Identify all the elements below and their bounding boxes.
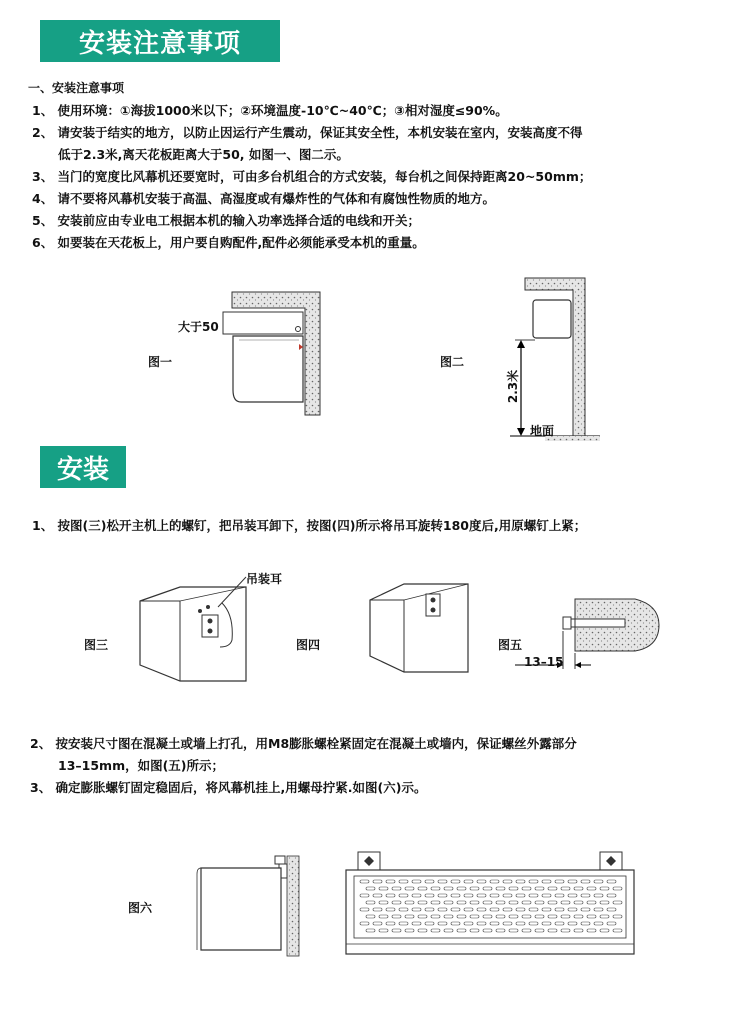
figure-2-height-label: 2.3米	[506, 369, 521, 404]
figure-3-diagram	[136, 585, 251, 690]
figure-2-diagram	[505, 276, 605, 441]
install-step-1: 1、 按图(三)松开主机上的螺钉，把吊装耳卸下，按图(四)所示将吊耳旋转180度后,用原螺钉上紧；	[32, 518, 587, 533]
install-step-2-cont: 13–15mm，如图(五)所示；	[58, 758, 225, 773]
figure-1-diagram	[215, 290, 335, 420]
precaution-item-6: 6、 如要装在天花板上，用户要自购配件,配件必须能承受本机的重量。	[32, 235, 425, 250]
figure-5-dimension: 13–15	[524, 655, 564, 669]
figure-1-label: 图一	[148, 355, 173, 369]
figure-4-label: 图四	[296, 638, 321, 652]
install-step-3: 3、 确定膨胀螺钉固定稳固后，将风幕机挂上,用螺母拧紧.如图(六)示。	[30, 780, 427, 795]
section-banner-precautions: 安装注意事项	[40, 20, 280, 62]
figure-6-label: 图六	[128, 901, 153, 915]
figure-2-ground-label: 地面	[530, 424, 555, 438]
install-step-2: 2、 按安装尺寸图在混凝土或墙上打孔，用M8膨胀螺栓紧固定在混凝土或墙内，保证螺丝外露部分	[30, 736, 577, 751]
figure-1-note: 大于50	[178, 320, 219, 334]
precaution-item-2: 2、 请安装于结实的地方，以防止因运行产生震动，保证其安全性，本机安装在室内，安装高度不得	[32, 125, 583, 140]
figure-6-front-diagram	[340, 848, 640, 958]
figure-3-callout: 吊装耳	[246, 572, 283, 586]
figure-4-diagram	[364, 580, 474, 685]
precaution-item-4: 4、 请不要将风幕机安装于高温、高湿度或有爆炸性的气体和有腐蚀性物质的地方。	[32, 191, 496, 206]
precaution-item-5: 5、 安装前应由专业电工根据本机的输入功率选择合适的电线和开关；	[32, 213, 421, 228]
figure-6-side-diagram	[195, 848, 305, 958]
section-subtitle: 一、安装注意事项	[28, 81, 125, 95]
figure-5-diagram	[555, 595, 665, 675]
figure-5-label: 图五	[498, 638, 523, 652]
figure-2-label: 图二	[440, 355, 465, 369]
figure-3-label: 图三	[84, 638, 109, 652]
precaution-item-2-cont: 低于2.3米,离天花板距离大于50, 如图一、图二示。	[58, 147, 349, 162]
section-banner-installation: 安装	[40, 446, 126, 488]
precaution-item-1: 1、 使用环境：①海拔1000米以下；②环境温度-10℃~40℃；③相对湿度≤90%。	[32, 103, 508, 118]
precaution-item-3: 3、 当门的宽度比风幕机还要宽时，可由多台机组合的方式安装，每台机之间保持距离20~50mm；	[32, 169, 592, 184]
